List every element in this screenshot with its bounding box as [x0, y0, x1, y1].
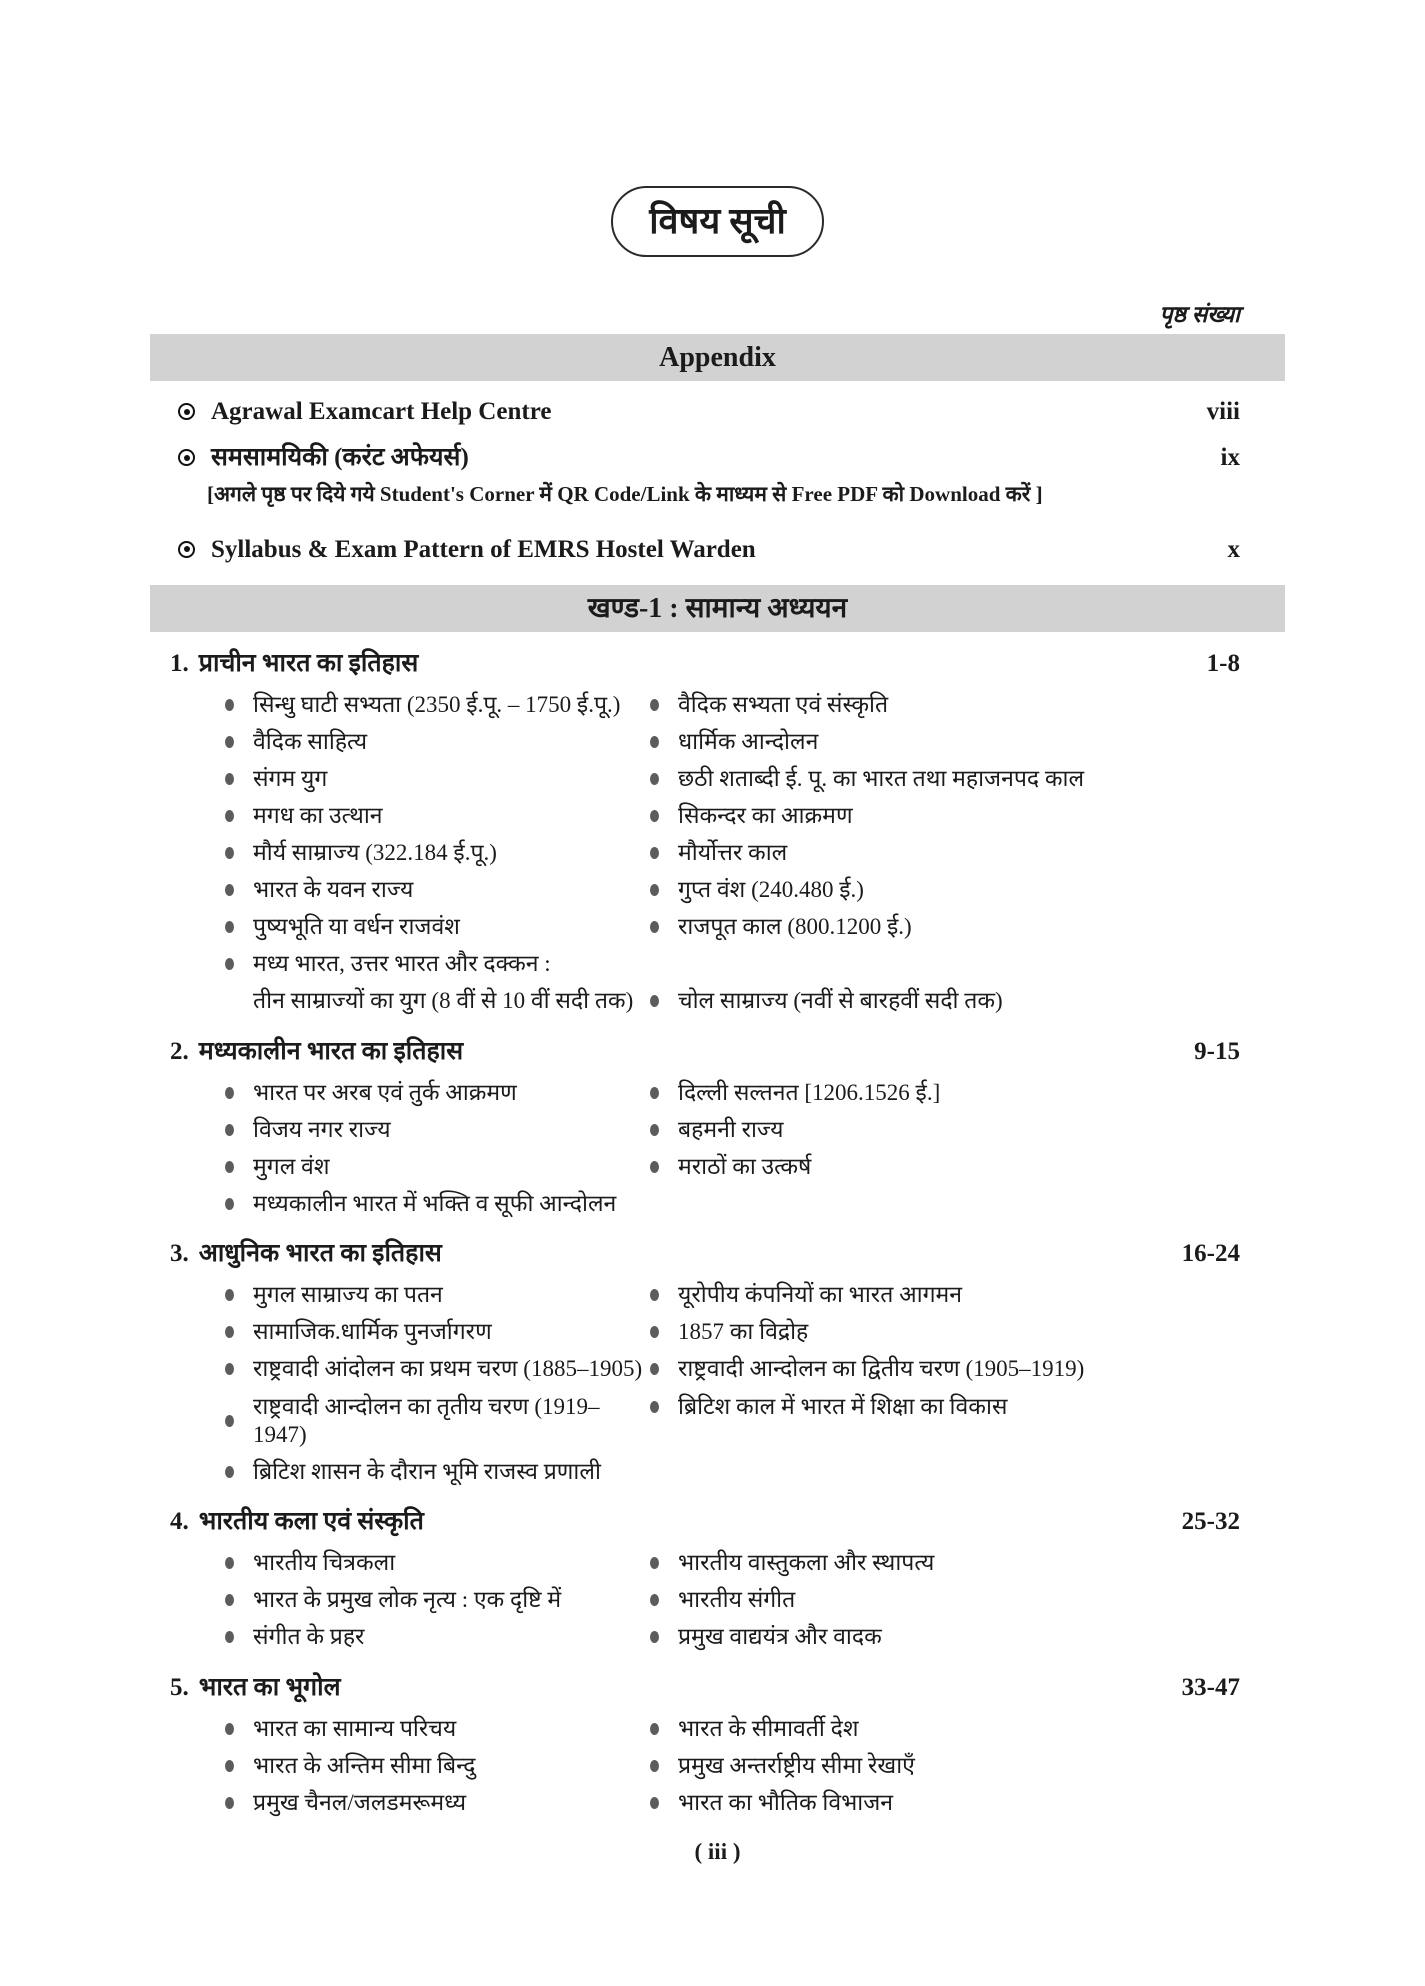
topic-label: गुप्त वंश (240.480 ई.) [678, 876, 864, 902]
circled-dot-icon [178, 541, 195, 558]
bullet-icon [225, 1557, 234, 1569]
chapter-number: 1. [170, 649, 189, 677]
topic-label: राष्ट्रवादी आन्दोलन का द्वितीय चरण (1905–1919) [678, 1356, 1085, 1382]
topic-row [150, 1453, 1285, 1490]
topic-row [150, 1148, 1285, 1185]
topic-row [150, 1351, 1285, 1388]
chapter-heading [150, 1238, 1285, 1271]
topic-cell-left [150, 1351, 650, 1388]
appendix-item [150, 534, 1285, 565]
bullet-icon [225, 847, 234, 859]
topic-cell-left [150, 1388, 650, 1453]
appendix-item-label: Agrawal Examcart Help Centre [211, 398, 552, 425]
topic-row [150, 1710, 1285, 1747]
chapter-title: भारत का भूगोल [198, 1673, 341, 1701]
topic-label: भारत का भौतिक विभाजन [678, 1789, 894, 1815]
topic-row-continuation [150, 983, 1285, 1020]
bullet-icon [650, 1594, 659, 1606]
topic-row [150, 871, 1285, 908]
bullet-icon [650, 1161, 659, 1173]
bullet-icon [225, 1326, 234, 1338]
topic-row [150, 1185, 1285, 1222]
chapter-page-range: 16-24 [1181, 1240, 1240, 1268]
chapter-heading [150, 1036, 1285, 1069]
bullet-icon [650, 1760, 659, 1772]
topic-label: राष्ट्रवादी आन्दोलन का तृतीय चरण (1919–1947) [253, 1393, 600, 1447]
topic-cell-left [150, 1314, 650, 1351]
topic-row [150, 686, 1285, 723]
chapter-title: मध्यकालीन भारत का इतिहास [198, 1037, 464, 1065]
topic-label-continued: तीन साम्राज्यों का युग (8 वीं से 10 वीं सदी तक) [253, 988, 634, 1014]
topic-row [150, 1545, 1285, 1582]
topic-cell-left [150, 1111, 650, 1148]
topic-label: वैदिक सभ्यता एवं संस्कृति [678, 691, 889, 717]
topic-cell-left [150, 760, 650, 797]
bullet-icon [225, 736, 234, 748]
bullet-icon [650, 1797, 659, 1809]
topic-label: भारत के यवन राज्य [253, 876, 414, 902]
bullet-icon [650, 699, 659, 711]
topic-cell-left [150, 1185, 650, 1222]
bullet-icon [650, 1363, 659, 1375]
topic-cell-right [650, 1619, 1285, 1656]
topic-cell-left [150, 1582, 650, 1619]
chapters-list [150, 648, 1285, 1822]
bullet-icon [225, 1161, 234, 1173]
topic-label: विजय नगर राज्य [253, 1116, 391, 1142]
topic-cell-right [650, 1148, 1285, 1185]
topic-cell-left [150, 797, 650, 834]
topic-label: भारत के सीमावर्ती देश [678, 1715, 859, 1741]
appendix-item [150, 442, 1285, 473]
topic-label: चोल साम्राज्य (नवीं से बारहवीं सदी तक) [678, 988, 1003, 1014]
chapter-heading [150, 1506, 1285, 1539]
topic-label: ब्रिटिश काल में भारत में शिक्षा का विकास [678, 1393, 1008, 1419]
appendix-item-page: ix [1220, 444, 1240, 472]
section-header: खण्ड-1 : सामान्य अध्ययन [150, 585, 1285, 632]
bullet-icon [225, 1631, 234, 1643]
topic-row [150, 1277, 1285, 1314]
chapter-number: 3. [170, 1240, 189, 1268]
bullet-icon [225, 1594, 234, 1606]
bullet-icon [650, 1723, 659, 1735]
topic-label: भारतीय चित्रकला [253, 1550, 396, 1576]
topic-label: प्रमुख चैनल/जलडमरूमध्य [253, 1789, 467, 1815]
bullet-icon [650, 884, 659, 896]
bullet-icon [225, 1415, 234, 1427]
topic-label: प्रमुख वाद्ययंत्र और वादक [678, 1624, 882, 1650]
footer-page-number: ( iii ) [694, 1839, 741, 1865]
topic-label: 1857 का विद्रोह [678, 1319, 809, 1345]
topic-label: मराठों का उत्कर्ष [678, 1153, 812, 1179]
topic-cell-right [650, 1074, 1285, 1111]
chapter-number: 2. [170, 1037, 189, 1065]
topic-cell-right [650, 1111, 1285, 1148]
topic-cell-left [150, 1710, 650, 1747]
bullet-icon [650, 921, 659, 933]
topic-cell-left [150, 834, 650, 871]
topic-label: संगम युग [253, 765, 328, 791]
topic-cell-left [150, 1277, 650, 1314]
topic-row [150, 1747, 1285, 1784]
page-number-column-label: पृष्ठ संख्या [1159, 302, 1240, 327]
topic-label: भारतीय वास्तुकला और स्थापत्य [678, 1550, 935, 1576]
topic-label: धार्मिक आन्दोलन [678, 728, 819, 754]
bullet-icon [225, 1087, 234, 1099]
topic-cell-left [150, 1148, 650, 1185]
bullet-icon [225, 1198, 234, 1210]
topic-row [150, 760, 1285, 797]
topic-cell-left [150, 1784, 650, 1821]
bullet-icon [650, 736, 659, 748]
bullet-icon [225, 810, 234, 822]
bullet-icon [225, 1797, 234, 1809]
topic-row [150, 1074, 1285, 1111]
bullet-icon [650, 1557, 659, 1569]
chapter-title: आधुनिक भारत का इतिहास [198, 1240, 442, 1268]
topic-cell-right [650, 909, 1285, 946]
topic-row [150, 946, 1285, 983]
topic-cell-left [150, 871, 650, 908]
topic-cell-left [150, 723, 650, 760]
bullet-icon [650, 1087, 659, 1099]
topic-label: भारत के प्रमुख लोक नृत्य : एक दृष्टि में [253, 1587, 562, 1613]
topic-label: सामाजिक.धार्मिक पुनर्जागरण [253, 1319, 492, 1345]
topic-cell-right [650, 797, 1285, 834]
bullet-icon [225, 1466, 234, 1478]
topic-label: भारत के अन्तिम सीमा बिन्दु [253, 1752, 476, 1778]
appendix-item-note: [अगले पृष्ठ पर दिये गये Student's Corner में QR Code/Link के माध्यम से Free PDF को Download करें ] [207, 481, 1043, 506]
topic-label: वैदिक साहित्य [253, 728, 368, 754]
appendix-list [150, 396, 1285, 565]
topic-cell-right [650, 871, 1285, 908]
topic-cell-left [150, 1747, 650, 1784]
topic-row [150, 1388, 1285, 1453]
topic-cell-right [650, 760, 1285, 797]
bullet-icon [225, 699, 234, 711]
bullet-icon [650, 995, 659, 1007]
topic-cell-left [150, 1074, 650, 1111]
topic-label: राष्ट्रवादी आंदोलन का प्रथम चरण (1885–1905) [253, 1356, 643, 1382]
topic-label: मौर्योत्तर काल [678, 839, 788, 865]
topic-row [150, 1582, 1285, 1619]
topic-cell-left [150, 1545, 650, 1582]
topic-cell-right [650, 1351, 1285, 1388]
topic-row [150, 834, 1285, 871]
topic-cell-right [650, 1545, 1285, 1582]
topic-label: मुगल वंश [253, 1153, 330, 1179]
topic-label: छठी शताब्दी ई. पू. का भारत तथा महाजनपद काल [678, 765, 1085, 791]
topic-label: भारत पर अरब एवं तुर्क आक्रमण [253, 1079, 517, 1105]
bullet-icon [225, 1124, 234, 1136]
bullet-icon [650, 1326, 659, 1338]
bullet-icon [225, 1760, 234, 1772]
bullet-icon [225, 1289, 234, 1301]
bullet-icon [225, 921, 234, 933]
chapter-title: भारतीय कला एवं संस्कृति [198, 1508, 424, 1536]
topic-cell-left [150, 1453, 650, 1490]
appendix-item-page: x [1227, 535, 1240, 563]
chapter-page-range: 33-47 [1181, 1673, 1240, 1701]
bullet-icon [225, 1363, 234, 1375]
topic-row [150, 1619, 1285, 1656]
topic-cell-right [650, 723, 1285, 760]
topic-cell-left [150, 686, 650, 723]
topic-label: भारत का सामान्य परिचय [253, 1715, 457, 1741]
topic-cell-right [650, 1784, 1285, 1821]
topic-label: सिन्धु घाटी सभ्यता (2350 ई.पू. – 1750 ई.पू.) [253, 691, 621, 717]
chapter-number: 4. [170, 1508, 189, 1536]
appendix-item-label: समसामयिकी (करंट अफेयर्स) [211, 444, 469, 472]
bullet-icon [225, 773, 234, 785]
topic-cell-right [650, 1388, 1285, 1425]
topic-row [150, 1314, 1285, 1351]
bullet-icon [650, 1289, 659, 1301]
topic-cell-right [650, 1582, 1285, 1619]
topic-label: भारतीय संगीत [678, 1587, 796, 1613]
toc-page [0, 186, 1425, 1986]
topic-cell-right [650, 1747, 1285, 1784]
chapter-page-range: 25-32 [1181, 1508, 1240, 1536]
topic-row [150, 797, 1285, 834]
appendix-header: Appendix [150, 334, 1285, 381]
topic-cell-left [150, 946, 650, 983]
topic-cell-left [150, 909, 650, 946]
topic-label: मगध का उत्थान [253, 802, 383, 828]
bullet-icon [650, 1124, 659, 1136]
circled-dot-icon [178, 403, 195, 420]
chapter-page-range: 9-15 [1194, 1037, 1240, 1065]
topic-label: मौर्य साम्राज्य (322.184 ई.पू.) [253, 839, 497, 865]
bullet-icon [650, 1401, 659, 1413]
topic-cell-right [650, 1314, 1285, 1351]
topic-label: प्रमुख अन्तर्राष्ट्रीय सीमा रेखाएँ [678, 1752, 915, 1778]
chapter-heading [150, 1672, 1285, 1705]
bullet-icon [225, 884, 234, 896]
topic-label: बहमनी राज्य [678, 1116, 784, 1142]
chapter-page-range: 1-8 [1206, 649, 1240, 677]
circled-dot-icon [178, 449, 195, 466]
topic-cell-left [150, 1619, 650, 1656]
topic-cell-right [650, 983, 1285, 1020]
topic-cell-right [650, 834, 1285, 871]
bullet-icon [650, 810, 659, 822]
topic-row [150, 909, 1285, 946]
appendix-item-page: viii [1206, 398, 1240, 425]
bullet-icon [225, 1723, 234, 1735]
page-title [611, 186, 824, 257]
topic-row [150, 1784, 1285, 1821]
topic-row [150, 723, 1285, 760]
bullet-icon [650, 773, 659, 785]
topic-label: दिल्ली सल्तनत [1206.1526 ई.] [678, 1079, 941, 1105]
topic-label: यूरोपीय कंपनियों का भारत आगमन [678, 1282, 963, 1308]
topic-cell-right [650, 1710, 1285, 1747]
topic-label: ब्रिटिश शासन के दौरान भूमि राजस्व प्रणाली [253, 1458, 601, 1484]
chapter-title: प्राचीन भारत का इतिहास [198, 649, 419, 677]
topic-label: मध्यकालीन भारत में भक्ति व सूफी आन्दोलन [253, 1190, 617, 1216]
bullet-icon [650, 1631, 659, 1643]
appendix-item [150, 396, 1285, 427]
topic-label: मध्य भारत, उत्तर भारत और दक्कन : [253, 951, 551, 977]
topic-label: सिकन्दर का आक्रमण [678, 802, 853, 828]
bullet-icon [650, 847, 659, 859]
topic-cell-right [650, 686, 1285, 723]
appendix-item-label: Syllabus & Exam Pattern of EMRS Hostel Warden [211, 535, 756, 563]
topic-cell-right [650, 1277, 1285, 1314]
topic-label: मुगल साम्राज्य का पतन [253, 1282, 443, 1308]
chapter-number: 5. [170, 1673, 189, 1701]
topic-row [150, 1111, 1285, 1148]
bullet-icon [225, 958, 234, 970]
topic-label: राजपूत काल (800.1200 ई.) [678, 914, 912, 940]
chapter-heading [150, 648, 1285, 681]
page-title-text: विषय सूची [649, 201, 786, 241]
topic-label: संगीत के प्रहर [253, 1624, 365, 1650]
topic-label: पुष्यभूति या वर्धन राजवंश [253, 914, 460, 940]
